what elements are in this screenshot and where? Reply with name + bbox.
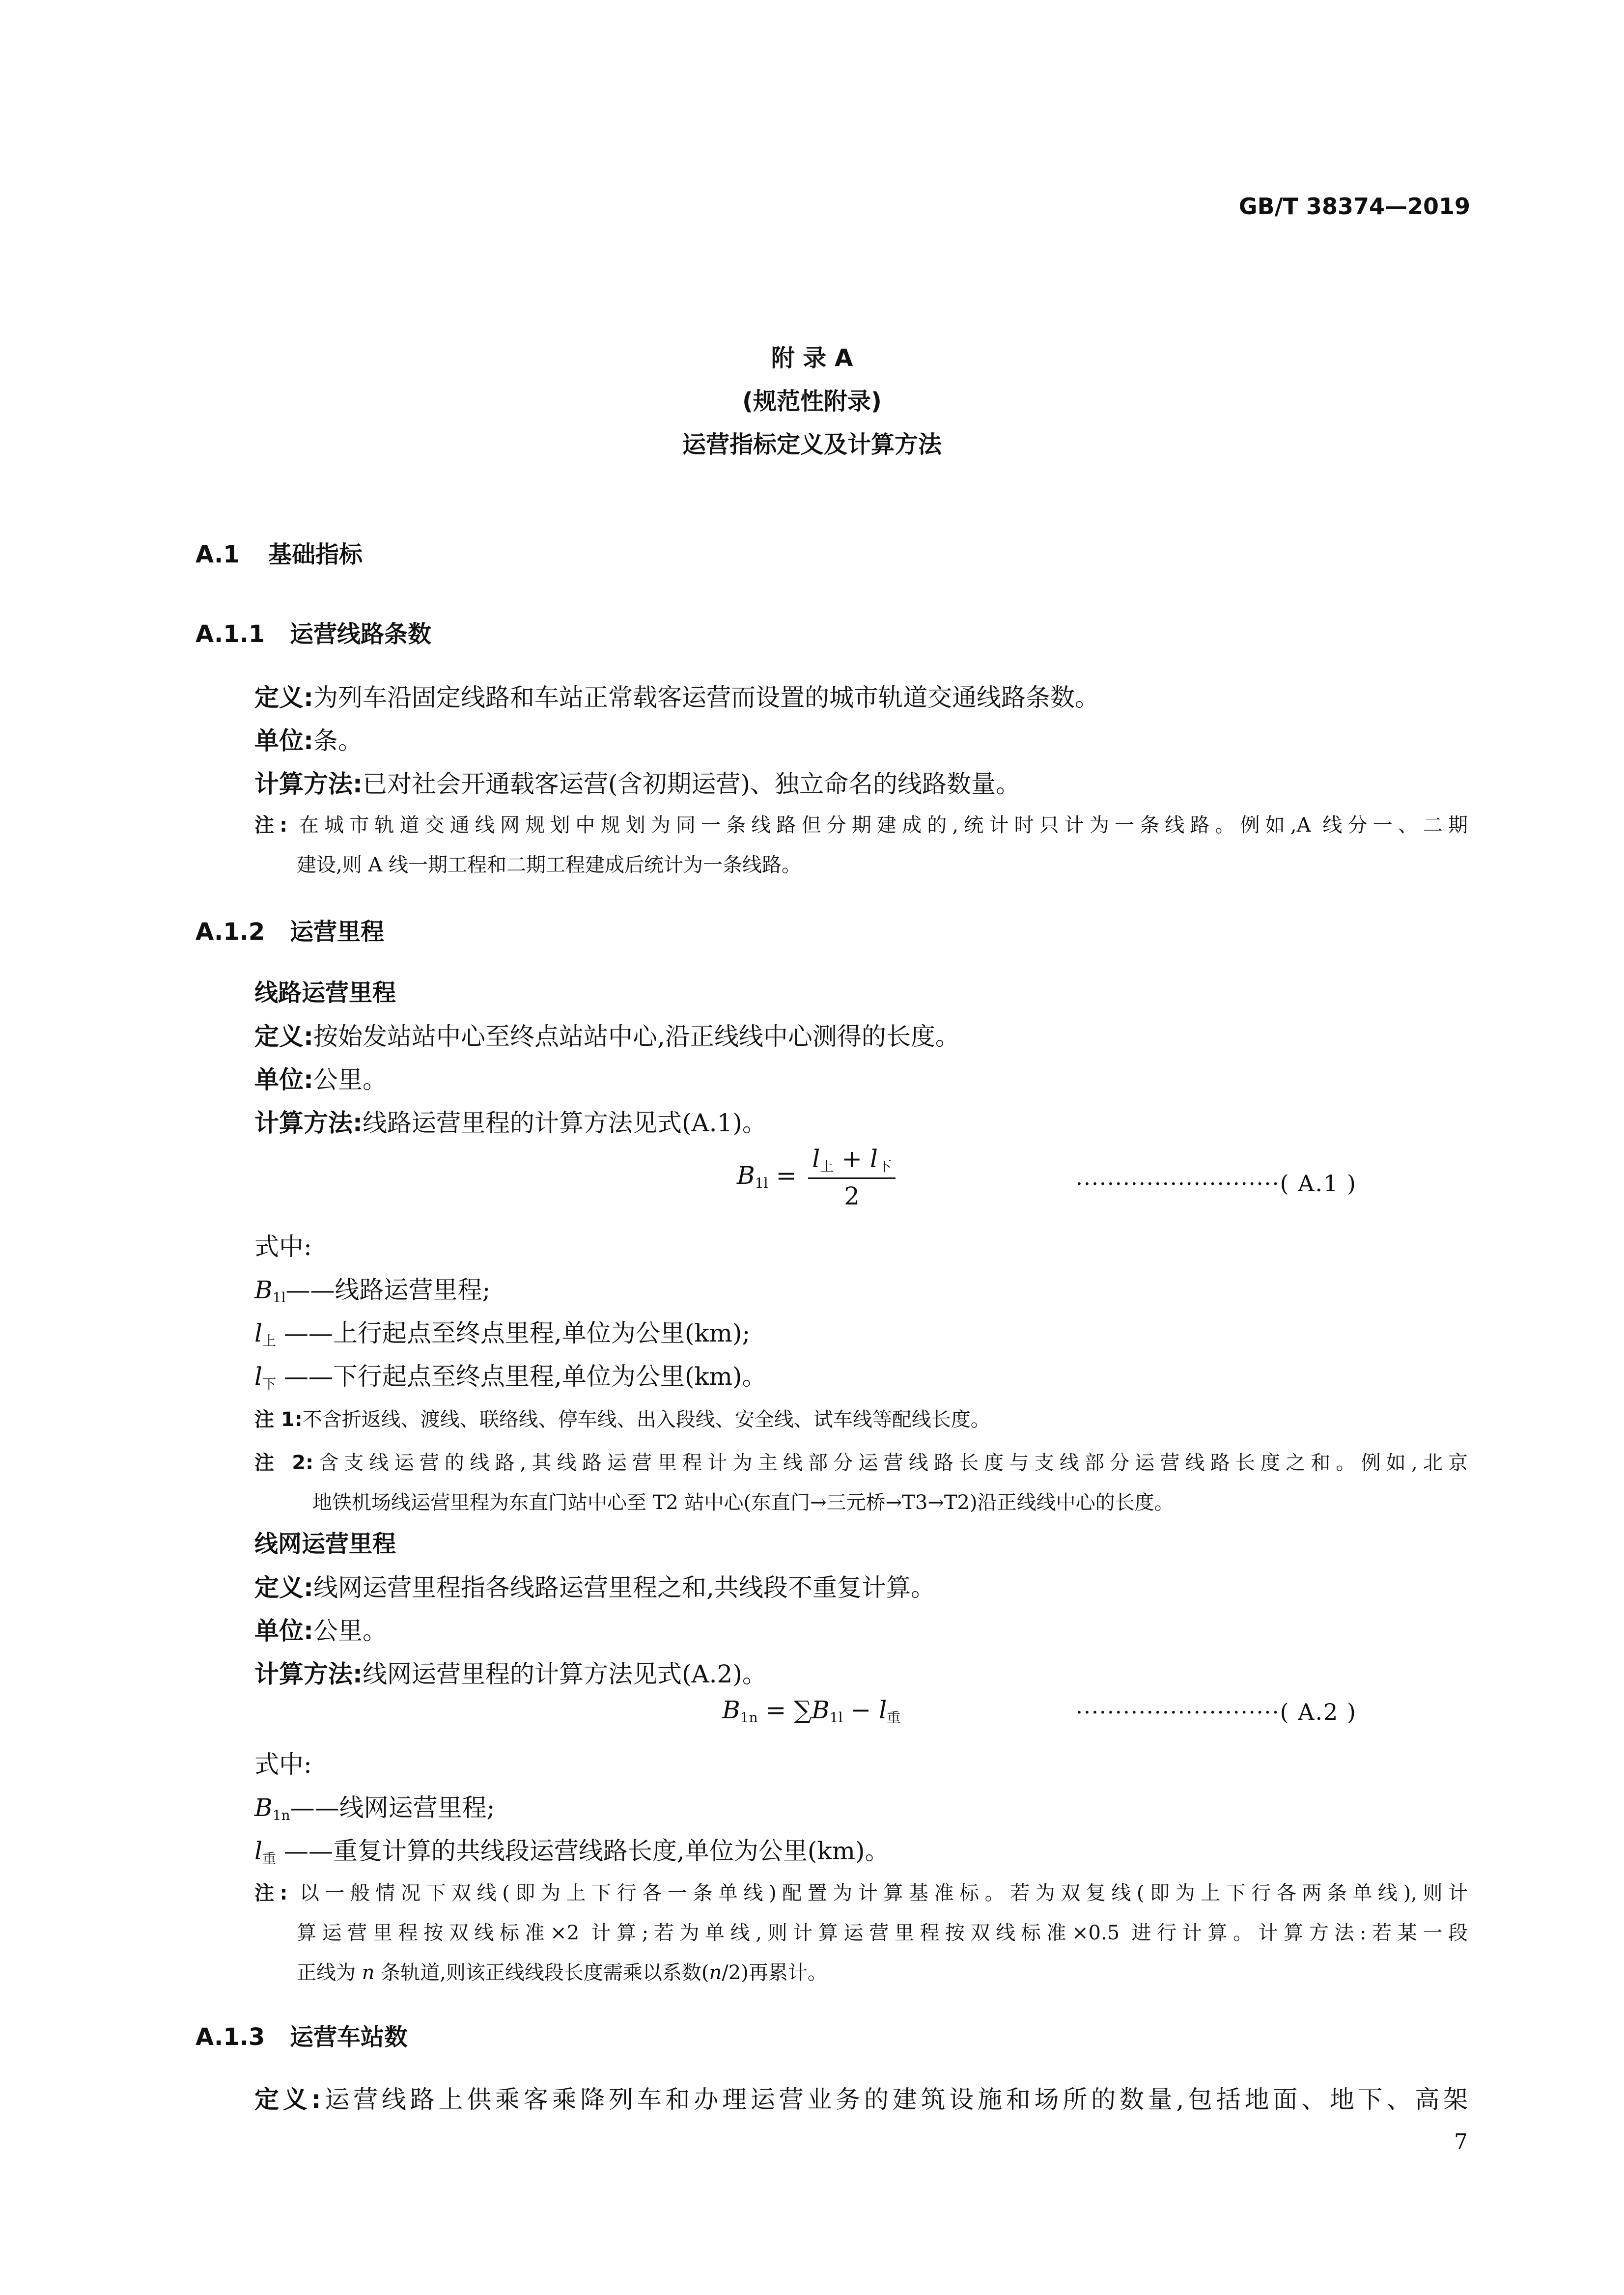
section-number: A.1.1 [196, 620, 265, 648]
line-definition [254, 1017, 960, 1052]
formula-fraction [808, 1145, 896, 1210]
fraction-denominator: 2 [844, 1182, 860, 1210]
formula-subscript: 重 [887, 1709, 901, 1726]
formula-operator: = [765, 1696, 786, 1724]
var-subscript: 1n [272, 1807, 290, 1823]
line-calc [254, 1103, 767, 1139]
var-description: 线网运营里程; [339, 1793, 495, 1822]
annex-type: (规范性附录) [742, 388, 882, 415]
unit-text: 公里。 [313, 1065, 387, 1094]
definition-label: 定义: [254, 1022, 313, 1051]
annex-name: 运营指标定义及计算方法 [682, 431, 942, 458]
network-var-b1n [254, 1788, 495, 1823]
unit-text: 条。 [313, 727, 363, 755]
note-line: 算运营里程按双线标准×2 计算;若为单线,则计算运营里程按双线标准×0.5 进行计算。计算方法:若某一段 [297, 1922, 1468, 1944]
calc-label: 计算方法: [254, 1660, 363, 1688]
formula-subscript: 1n [740, 1709, 758, 1726]
a11-definition [254, 678, 1099, 713]
note-line [254, 1957, 1468, 1985]
network-var-lrep [254, 1831, 890, 1868]
var-description: 上行起点至终点里程,单位为公里(km); [333, 1319, 751, 1347]
note-label: 注 2: [254, 1452, 314, 1474]
formula-operator: ∑ [794, 1696, 812, 1724]
section-a13 [196, 2018, 408, 2052]
var-description: 重复计算的共线段运营线路长度,单位为公里(km)。 [333, 1837, 890, 1865]
line-note1 [254, 1404, 990, 1432]
section-number: A.1 [196, 541, 240, 568]
var-symbol: B [254, 1793, 273, 1822]
var-symbol: l [254, 1837, 262, 1865]
note-variable: n [709, 1961, 722, 1984]
formula-subscript: 1l [755, 1175, 768, 1191]
network-calc [254, 1654, 767, 1690]
subtitle-line-mileage: 线路运营里程 [254, 979, 396, 1007]
network-unit [254, 1611, 387, 1647]
line-note2 [254, 1447, 1468, 1515]
section-title: 运营线路条数 [290, 620, 432, 648]
formula-a2 [722, 1696, 900, 1727]
calc-text: 线路运营里程的计算方法见式(A.1)。 [363, 1109, 767, 1137]
note-text: 正线为 [297, 1961, 362, 1984]
leader-dots: ·························· [1076, 1700, 1280, 1725]
formula-symbol: l [879, 1696, 887, 1724]
var-symbol: l [254, 1362, 262, 1391]
var-description: 下行起点至终点里程,单位为公里(km)。 [333, 1362, 767, 1391]
note-text: 条轨道,则该正线线段长度需乘以系数( [374, 1961, 709, 1984]
var-subscript: 重 [262, 1850, 277, 1867]
definition-text: 运营线路上供乘客乘降列车和办理运营业务的建筑设施和场所的数量,包括地面、地下、高架 [321, 2085, 1468, 2114]
standard-code: GB/T 38374—2019 [1238, 193, 1470, 220]
var-symbol: B [254, 1276, 273, 1304]
section-title: 基础指标 [268, 541, 363, 568]
formula-operator: − [850, 1696, 871, 1724]
var-dash: —— [276, 1319, 333, 1347]
section-a12 [196, 913, 384, 947]
var-dash: —— [290, 1793, 339, 1822]
line-var-ldown [254, 1357, 767, 1393]
definition-text: 为列车沿固定线路和车站正常载客运营而设置的城市轨道交通线路条数。 [313, 683, 1099, 712]
page-number: 7 [1454, 2129, 1468, 2155]
formula-reference: ( A.1 ) [1280, 1170, 1357, 1197]
formula-subscript: 1l [829, 1709, 843, 1726]
calc-text: 已对社会开通载客运营(含初期运营)、独立命名的线路数量。 [363, 770, 1021, 798]
formula-subscript: 下 [877, 1158, 892, 1175]
var-description: 线路运营里程; [335, 1276, 491, 1304]
note-variable: n [362, 1961, 375, 1984]
line-unit [254, 1060, 387, 1095]
note-line: 建设,则 A 线一期工程和二期工程建成后统计为一条线路。 [297, 854, 802, 876]
a11-unit [254, 721, 363, 756]
calc-label: 计算方法: [254, 1109, 363, 1137]
formula-a2-leader [1076, 1699, 1357, 1725]
definition-label: 定义: [254, 683, 313, 712]
formula-symbol: l [812, 1145, 820, 1173]
formula-a1 [737, 1145, 896, 1210]
note-label: 注 1: [254, 1408, 303, 1431]
formula-symbol: B [812, 1696, 830, 1724]
var-dash: —— [276, 1837, 333, 1865]
formula-operator: = [776, 1161, 797, 1190]
var-subscript: 上 [262, 1333, 277, 1349]
section-title: 运营里程 [290, 918, 385, 946]
line-where: 式中: [254, 1232, 312, 1261]
formula-operator: + [841, 1145, 863, 1173]
formula-symbol: B [737, 1161, 755, 1190]
note-line: 含支线运营的线路,其线路运营里程计为主线部分运营线路长度与支线部分运营线路长度之和。例如,北京 [313, 1452, 1468, 1474]
formula-symbol: l [869, 1145, 878, 1173]
line-var-b1l [254, 1270, 490, 1306]
section-a1 [196, 535, 363, 569]
unit-label: 单位: [254, 727, 313, 755]
note-label: 注: [254, 814, 288, 837]
a13-definition [254, 2080, 1468, 2115]
unit-label: 单位: [254, 1065, 313, 1094]
definition-label: 定义: [254, 2085, 321, 2114]
note-line: 地铁机场线运营里程为东直门站中心至 T2 站中心(东直门→三元桥→T3→T2)沿正线线中心的长度。 [312, 1491, 1174, 1514]
section-a11 [196, 615, 431, 649]
note-line: 不含折返线、渡线、联络线、停车线、出入段线、安全线、试车线等配线长度。 [302, 1408, 990, 1431]
annex-title: 附 录 A [771, 344, 853, 372]
formula-subscript: 上 [820, 1158, 834, 1175]
calc-text: 线网运营里程的计算方法见式(A.2)。 [363, 1660, 767, 1688]
var-subscript: 1l [272, 1289, 286, 1306]
line-var-lup [254, 1314, 750, 1350]
a11-note [254, 810, 1468, 877]
formula-symbol: B [722, 1696, 740, 1724]
section-number: A.1.2 [196, 918, 265, 946]
fraction-numerator [808, 1145, 896, 1179]
unit-label: 单位: [254, 1617, 313, 1645]
definition-text: 线网运营里程指各线路运营里程之和,共线段不重复计算。 [313, 1573, 935, 1602]
note-line: 在城市轨道交通线网规划中规划为同一条线路但分期建成的,统计时只计为一条线路。例如,A 线分一、二期 [299, 814, 1468, 837]
formula-a1-leader [1076, 1170, 1357, 1197]
network-note [254, 1877, 1468, 1985]
var-dash: —— [285, 1276, 335, 1304]
section-title: 运营车站数 [290, 2023, 408, 2051]
note-label: 注: [254, 1882, 288, 1904]
subtitle-network-mileage: 线网运营里程 [254, 1530, 396, 1558]
var-dash: —— [276, 1362, 333, 1391]
var-subscript: 下 [262, 1376, 277, 1392]
note-line: 以一般情况下双线(即为上下行各一条单线)配置为计算基准标。若为双复线(即为上下行各两条单线),则计 [299, 1882, 1468, 1904]
note-text: /2)再累计。 [722, 1961, 827, 1984]
definition-text: 按始发站站中心至终点站站中心,沿正线线中心测得的长度。 [313, 1022, 960, 1051]
network-where: 式中: [254, 1750, 312, 1779]
section-number: A.1.3 [196, 2023, 265, 2051]
calc-label: 计算方法: [254, 770, 363, 798]
network-definition [254, 1568, 935, 1603]
unit-text: 公里。 [313, 1617, 387, 1645]
var-symbol: l [254, 1319, 262, 1347]
formula-reference: ( A.2 ) [1280, 1699, 1357, 1725]
definition-label: 定义: [254, 1573, 313, 1602]
leader-dots: ·························· [1076, 1172, 1280, 1197]
a11-calc [254, 764, 1020, 800]
